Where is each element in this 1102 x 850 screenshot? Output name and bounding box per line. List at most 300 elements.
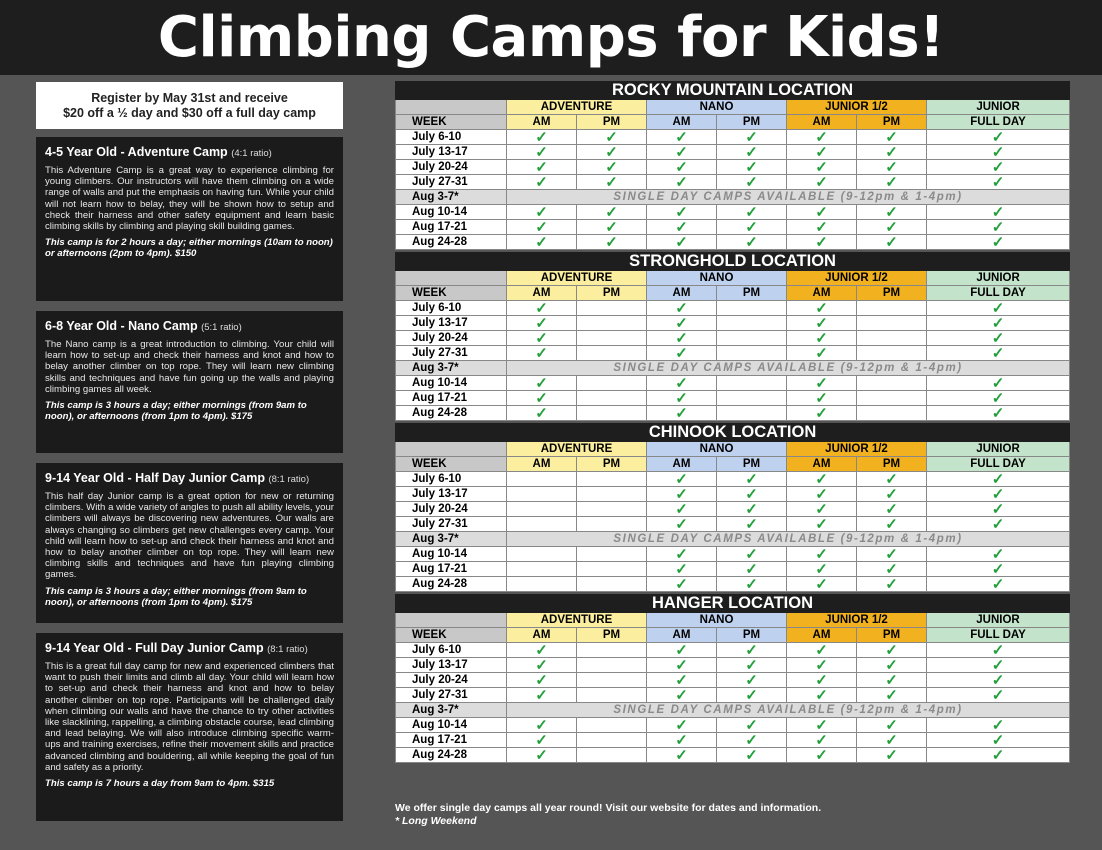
empty-cell	[577, 376, 647, 391]
empty-cell	[577, 391, 647, 406]
camp-schedule-note: This camp is for 2 hours a day; either mornings (10am to noon) or afternoons (2pm to 4pm). $150	[45, 237, 333, 260]
camp-group-header: JUNIOR 1/2	[787, 442, 927, 457]
checkmark-icon: ✓	[787, 733, 857, 748]
location-schedule	[395, 81, 1069, 250]
empty-cell	[717, 301, 787, 316]
checkmark-icon: ✓	[787, 406, 857, 421]
checkmark-icon: ✓	[787, 517, 857, 532]
session-header: FULL DAY	[927, 628, 1070, 643]
week-row	[396, 331, 1070, 346]
blank-cell	[396, 442, 507, 457]
camp-group-header: ADVENTURE	[507, 442, 647, 457]
week-header: WEEK	[396, 286, 507, 301]
week-label: Aug 17-21	[396, 220, 507, 235]
session-header: AM	[647, 115, 717, 130]
checkmark-icon: ✓	[927, 331, 1070, 346]
checkmark-icon: ✓	[647, 577, 717, 592]
session-header: AM	[647, 457, 717, 472]
checkmark-icon: ✓	[787, 130, 857, 145]
checkmark-icon: ✓	[717, 502, 787, 517]
camp-description: The Nano camp is a great introduction to climbing. Your child will learn how to set-up and check their harness and knot and how to belay another climber on top rope. They will learn new climbing skills and techniques and have fun going up the walls and playing climbing games all week.	[45, 339, 334, 395]
empty-cell	[717, 391, 787, 406]
checkmark-icon: ✓	[647, 145, 717, 160]
checkmark-icon: ✓	[577, 130, 647, 145]
week-row	[396, 532, 1070, 547]
week-row	[396, 301, 1070, 316]
session-header: PM	[577, 628, 647, 643]
schedule-table	[395, 423, 1070, 592]
empty-cell	[717, 406, 787, 421]
empty-cell	[577, 643, 647, 658]
checkmark-icon: ✓	[857, 562, 927, 577]
week-label: July 27-31	[396, 346, 507, 361]
checkmark-icon: ✓	[857, 517, 927, 532]
week-label: Aug 10-14	[396, 205, 507, 220]
checkmark-icon: ✓	[507, 331, 577, 346]
checkmark-icon: ✓	[647, 658, 717, 673]
checkmark-icon: ✓	[927, 487, 1070, 502]
schedule-table	[395, 81, 1070, 250]
camp-group-header: JUNIOR	[927, 613, 1070, 628]
checkmark-icon: ✓	[507, 205, 577, 220]
checkmark-icon: ✓	[927, 577, 1070, 592]
empty-cell	[577, 748, 647, 763]
empty-cell	[577, 487, 647, 502]
checkmark-icon: ✓	[787, 301, 857, 316]
checkmark-icon: ✓	[857, 748, 927, 763]
location-title-row	[396, 253, 1070, 271]
empty-cell	[577, 547, 647, 562]
week-label: Aug 10-14	[396, 547, 507, 562]
week-row	[396, 718, 1070, 733]
week-label: July 6-10	[396, 472, 507, 487]
camp-group-row	[396, 100, 1070, 115]
checkmark-icon: ✓	[577, 160, 647, 175]
checkmark-icon: ✓	[927, 502, 1070, 517]
checkmark-icon: ✓	[857, 472, 927, 487]
camp-group-row	[396, 613, 1070, 628]
camp-schedule-note: This camp is 7 hours a day from 9am to 4pm. $315	[45, 778, 275, 790]
checkmark-icon: ✓	[647, 718, 717, 733]
camp-group-header: ADVENTURE	[507, 100, 647, 115]
checkmark-icon: ✓	[927, 391, 1070, 406]
camp-description: This half day Junior camp is a great option for new or returning climbers. With a wide variety of angles to push all ability levels, your climbers will always be discovering new adventures. Our walls are always changing so climbers get new challenges every camp. Your child will learn how to set-up and check their harness and knot and how to belay another climber on top rope. They will learn new climbing skills and techniques and have fun playing climbing games.	[45, 491, 334, 581]
checkmark-icon: ✓	[927, 718, 1070, 733]
session-header: PM	[857, 286, 927, 301]
checkmark-icon: ✓	[717, 718, 787, 733]
week-label: July 27-31	[396, 517, 507, 532]
camp-group-header: ADVENTURE	[507, 271, 647, 286]
week-row	[396, 175, 1070, 190]
checkmark-icon: ✓	[717, 235, 787, 250]
location-title: STRONGHOLD LOCATION	[396, 253, 1070, 271]
week-row	[396, 643, 1070, 658]
checkmark-icon: ✓	[927, 658, 1070, 673]
session-header: FULL DAY	[927, 457, 1070, 472]
camp-card-nano	[36, 311, 343, 453]
session-header: PM	[857, 457, 927, 472]
checkmark-icon: ✓	[647, 130, 717, 145]
blank-cell	[396, 100, 507, 115]
checkmark-icon: ✓	[647, 502, 717, 517]
camp-card-full-day-junior	[36, 633, 343, 821]
session-header-row	[396, 286, 1070, 301]
checkmark-icon: ✓	[717, 205, 787, 220]
camp-ratio: (8:1 ratio)	[267, 644, 308, 655]
camp-card-half-day-junior	[36, 463, 343, 623]
single-day-notice: SINGLE DAY CAMPS AVAILABLE (9-12pm & 1-4pm)	[507, 361, 1070, 376]
schedule-table	[395, 252, 1070, 421]
camp-ratio: (5:1 ratio)	[201, 322, 242, 333]
checkmark-icon: ✓	[787, 487, 857, 502]
checkmark-icon: ✓	[647, 376, 717, 391]
checkmark-icon: ✓	[647, 562, 717, 577]
checkmark-icon: ✓	[647, 331, 717, 346]
checkmark-icon: ✓	[507, 718, 577, 733]
checkmark-icon: ✓	[927, 562, 1070, 577]
session-header: FULL DAY	[927, 286, 1070, 301]
camp-description: This is a great full day camp for new and experienced climbers that want to push their limits and climb all day. Your child will learn how to set-up and check their harness and knot and how to belay another climber on top rope. Participants will be challenged daily when climbing our walls and have the chance to try other activities like slacklining, rappelling, a climbing obstacle course, lead climbing and lead belaying. We will also introduce climbing specific warm-ups and training exercises, refine their movement skills and practice advanced climbing and bouldering, all while keeping the goal of fun and safety as a priority.	[45, 661, 334, 773]
checkmark-icon: ✓	[787, 673, 857, 688]
week-row	[396, 748, 1070, 763]
checkmark-icon: ✓	[857, 175, 927, 190]
checkmark-icon: ✓	[787, 205, 857, 220]
checkmark-icon: ✓	[647, 733, 717, 748]
checkmark-icon: ✓	[857, 733, 927, 748]
week-label: July 13-17	[396, 487, 507, 502]
location-schedule	[395, 594, 1069, 763]
week-label: Aug 3-7*	[396, 190, 507, 205]
empty-cell	[577, 502, 647, 517]
week-label: Aug 17-21	[396, 391, 507, 406]
location-schedule	[395, 423, 1069, 592]
week-label: Aug 3-7*	[396, 532, 507, 547]
week-label: Aug 3-7*	[396, 703, 507, 718]
single-day-notice: SINGLE DAY CAMPS AVAILABLE (9-12pm & 1-4pm)	[507, 532, 1070, 547]
checkmark-icon: ✓	[787, 220, 857, 235]
checkmark-icon: ✓	[927, 205, 1070, 220]
single-day-notice: SINGLE DAY CAMPS AVAILABLE (9-12pm & 1-4pm)	[507, 190, 1070, 205]
empty-cell	[577, 301, 647, 316]
blank-cell	[396, 271, 507, 286]
checkmark-icon: ✓	[507, 346, 577, 361]
checkmark-icon: ✓	[717, 130, 787, 145]
camp-group-header: JUNIOR 1/2	[787, 613, 927, 628]
checkmark-icon: ✓	[717, 748, 787, 763]
footer-note: We offer single day camps all year round! Visit our website for dates and information.	[395, 802, 822, 814]
checkmark-icon: ✓	[507, 160, 577, 175]
checkmark-icon: ✓	[787, 391, 857, 406]
checkmark-icon: ✓	[857, 688, 927, 703]
location-title-row	[396, 82, 1070, 100]
footer	[395, 802, 1069, 828]
week-label: July 6-10	[396, 643, 507, 658]
session-header: PM	[577, 286, 647, 301]
session-header: PM	[717, 628, 787, 643]
empty-cell	[577, 472, 647, 487]
camp-title: 6-8 Year Old - Nano Camp	[45, 319, 198, 333]
checkmark-icon: ✓	[507, 130, 577, 145]
session-header: PM	[717, 115, 787, 130]
week-row	[396, 517, 1070, 532]
checkmark-icon: ✓	[857, 643, 927, 658]
week-row	[396, 487, 1070, 502]
checkmark-icon: ✓	[507, 376, 577, 391]
blank-cell	[396, 613, 507, 628]
checkmark-icon: ✓	[507, 391, 577, 406]
week-row	[396, 577, 1070, 592]
empty-cell	[577, 658, 647, 673]
camp-group-header: NANO	[647, 613, 787, 628]
checkmark-icon: ✓	[927, 130, 1070, 145]
checkmark-icon: ✓	[787, 502, 857, 517]
week-row	[396, 376, 1070, 391]
checkmark-icon: ✓	[717, 145, 787, 160]
checkmark-icon: ✓	[927, 748, 1070, 763]
empty-cell	[507, 517, 577, 532]
empty-cell	[857, 406, 927, 421]
empty-cell	[857, 331, 927, 346]
checkmark-icon: ✓	[857, 220, 927, 235]
session-header: PM	[857, 628, 927, 643]
session-header-row	[396, 628, 1070, 643]
camp-group-header: JUNIOR	[927, 442, 1070, 457]
checkmark-icon: ✓	[717, 673, 787, 688]
checkmark-icon: ✓	[787, 748, 857, 763]
checkmark-icon: ✓	[927, 517, 1070, 532]
week-label: July 27-31	[396, 688, 507, 703]
title-banner	[0, 0, 1102, 75]
checkmark-icon: ✓	[717, 577, 787, 592]
camp-ratio: (4:1 ratio)	[231, 148, 272, 159]
checkmark-icon: ✓	[857, 145, 927, 160]
checkmark-icon: ✓	[507, 235, 577, 250]
empty-cell	[857, 346, 927, 361]
checkmark-icon: ✓	[787, 472, 857, 487]
week-header: WEEK	[396, 457, 507, 472]
camp-title: 9-14 Year Old - Full Day Junior Camp	[45, 641, 264, 655]
camp-group-header: ADVENTURE	[507, 613, 647, 628]
empty-cell	[717, 331, 787, 346]
checkmark-icon: ✓	[927, 145, 1070, 160]
session-header: AM	[507, 286, 577, 301]
checkmark-icon: ✓	[577, 235, 647, 250]
single-day-notice: SINGLE DAY CAMPS AVAILABLE (9-12pm & 1-4pm)	[507, 703, 1070, 718]
week-label: July 20-24	[396, 502, 507, 517]
checkmark-icon: ✓	[507, 220, 577, 235]
session-header: FULL DAY	[927, 115, 1070, 130]
empty-cell	[507, 472, 577, 487]
checkmark-icon: ✓	[857, 502, 927, 517]
checkmark-icon: ✓	[507, 748, 577, 763]
week-label: Aug 3-7*	[396, 361, 507, 376]
checkmark-icon: ✓	[507, 406, 577, 421]
checkmark-icon: ✓	[857, 160, 927, 175]
checkmark-icon: ✓	[647, 391, 717, 406]
session-header: PM	[577, 115, 647, 130]
empty-cell	[577, 562, 647, 577]
week-row	[396, 316, 1070, 331]
session-header-row	[396, 457, 1070, 472]
checkmark-icon: ✓	[647, 316, 717, 331]
checkmark-icon: ✓	[787, 160, 857, 175]
checkmark-icon: ✓	[577, 175, 647, 190]
checkmark-icon: ✓	[647, 748, 717, 763]
location-schedule	[395, 252, 1069, 421]
checkmark-icon: ✓	[507, 301, 577, 316]
camp-group-row	[396, 271, 1070, 286]
week-row	[396, 391, 1070, 406]
checkmark-icon: ✓	[927, 733, 1070, 748]
week-label: Aug 17-21	[396, 733, 507, 748]
promo-line-1: Register by May 31st and receive	[91, 90, 288, 105]
week-row	[396, 346, 1070, 361]
checkmark-icon: ✓	[507, 643, 577, 658]
checkmark-icon: ✓	[927, 160, 1070, 175]
checkmark-icon: ✓	[927, 220, 1070, 235]
camp-group-header: JUNIOR	[927, 100, 1070, 115]
camp-group-header: NANO	[647, 442, 787, 457]
checkmark-icon: ✓	[647, 346, 717, 361]
session-header: PM	[717, 457, 787, 472]
checkmark-icon: ✓	[717, 517, 787, 532]
camp-heading	[45, 145, 334, 161]
checkmark-icon: ✓	[857, 547, 927, 562]
checkmark-icon: ✓	[787, 577, 857, 592]
session-header: AM	[787, 286, 857, 301]
checkmark-icon: ✓	[787, 547, 857, 562]
empty-cell	[577, 346, 647, 361]
location-title-row	[396, 595, 1070, 613]
camp-ratio: (8:1 ratio)	[268, 474, 310, 485]
empty-cell	[507, 487, 577, 502]
camp-group-header: JUNIOR 1/2	[787, 100, 927, 115]
empty-cell	[507, 562, 577, 577]
empty-cell	[717, 376, 787, 391]
week-label: July 20-24	[396, 673, 507, 688]
checkmark-icon: ✓	[927, 643, 1070, 658]
page-title: Climbing Camps for Kids!	[157, 5, 945, 70]
schedule-table	[395, 594, 1070, 763]
checkmark-icon: ✓	[857, 577, 927, 592]
week-row	[396, 547, 1070, 562]
checkmark-icon: ✓	[507, 688, 577, 703]
camp-group-header: JUNIOR	[927, 271, 1070, 286]
checkmark-icon: ✓	[717, 688, 787, 703]
checkmark-icon: ✓	[927, 376, 1070, 391]
week-label: Aug 24-28	[396, 235, 507, 250]
week-label: July 6-10	[396, 301, 507, 316]
week-label: July 13-17	[396, 145, 507, 160]
week-header: WEEK	[396, 628, 507, 643]
checkmark-icon: ✓	[927, 472, 1070, 487]
promo-box	[36, 82, 343, 129]
checkmark-icon: ✓	[717, 220, 787, 235]
checkmark-icon: ✓	[647, 673, 717, 688]
session-header: PM	[577, 457, 647, 472]
week-row	[396, 130, 1070, 145]
checkmark-icon: ✓	[507, 733, 577, 748]
checkmark-icon: ✓	[787, 175, 857, 190]
week-row	[396, 703, 1070, 718]
week-row	[396, 190, 1070, 205]
checkmark-icon: ✓	[857, 658, 927, 673]
camp-title: 9-14 Year Old - Half Day Junior Camp	[45, 471, 265, 485]
checkmark-icon: ✓	[647, 301, 717, 316]
checkmark-icon: ✓	[787, 331, 857, 346]
checkmark-icon: ✓	[507, 145, 577, 160]
session-header: AM	[787, 628, 857, 643]
checkmark-icon: ✓	[857, 130, 927, 145]
week-row	[396, 502, 1070, 517]
empty-cell	[857, 376, 927, 391]
empty-cell	[577, 688, 647, 703]
checkmark-icon: ✓	[647, 220, 717, 235]
session-header: AM	[507, 115, 577, 130]
week-row	[396, 658, 1070, 673]
week-label: July 13-17	[396, 316, 507, 331]
week-row	[396, 145, 1070, 160]
session-header: PM	[857, 115, 927, 130]
checkmark-icon: ✓	[857, 673, 927, 688]
checkmark-icon: ✓	[647, 517, 717, 532]
checkmark-icon: ✓	[647, 688, 717, 703]
empty-cell	[577, 316, 647, 331]
session-header: AM	[787, 115, 857, 130]
checkmark-icon: ✓	[647, 487, 717, 502]
checkmark-icon: ✓	[717, 487, 787, 502]
checkmark-icon: ✓	[717, 175, 787, 190]
empty-cell	[577, 673, 647, 688]
checkmark-icon: ✓	[647, 205, 717, 220]
location-title: CHINOOK LOCATION	[396, 424, 1070, 442]
checkmark-icon: ✓	[717, 733, 787, 748]
empty-cell	[717, 316, 787, 331]
camp-heading	[45, 471, 334, 487]
schedule-tables	[395, 81, 1069, 765]
location-title-row	[396, 424, 1070, 442]
checkmark-icon: ✓	[927, 406, 1070, 421]
camp-group-row	[396, 442, 1070, 457]
empty-cell	[577, 406, 647, 421]
checkmark-icon: ✓	[927, 301, 1070, 316]
checkmark-icon: ✓	[717, 658, 787, 673]
checkmark-icon: ✓	[927, 346, 1070, 361]
empty-cell	[577, 517, 647, 532]
long-weekend-note: * Long Weekend	[395, 815, 477, 827]
checkmark-icon: ✓	[857, 718, 927, 733]
week-label: July 27-31	[396, 175, 507, 190]
checkmark-icon: ✓	[717, 547, 787, 562]
session-header: AM	[507, 457, 577, 472]
checkmark-icon: ✓	[507, 658, 577, 673]
location-title: HANGER LOCATION	[396, 595, 1070, 613]
session-header: AM	[507, 628, 577, 643]
checkmark-icon: ✓	[787, 688, 857, 703]
empty-cell	[577, 733, 647, 748]
week-label: July 6-10	[396, 130, 507, 145]
checkmark-icon: ✓	[927, 688, 1070, 703]
week-label: July 13-17	[396, 658, 507, 673]
camp-heading	[45, 641, 334, 657]
checkmark-icon: ✓	[787, 562, 857, 577]
checkmark-icon: ✓	[787, 316, 857, 331]
checkmark-icon: ✓	[787, 376, 857, 391]
checkmark-icon: ✓	[717, 643, 787, 658]
camp-heading	[45, 319, 334, 335]
checkmark-icon: ✓	[927, 316, 1070, 331]
empty-cell	[507, 577, 577, 592]
